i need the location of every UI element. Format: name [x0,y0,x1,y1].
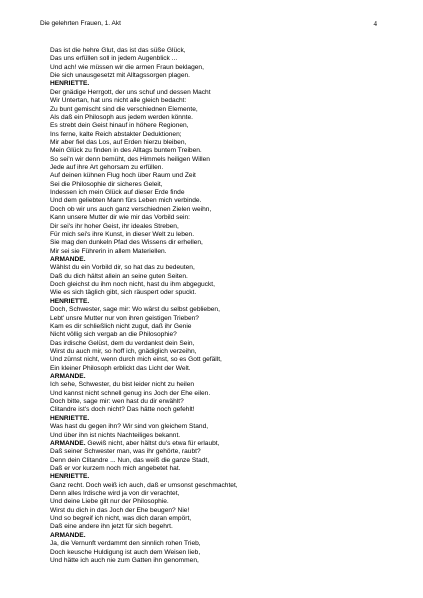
verse-line [50,557,390,565]
verse-text: Indessen ich mein Glück auf dieser Erde finde [50,189,185,197]
verse-text: Und hätte ich auch nie zum Gatten ihn genommen, [50,556,199,564]
verse-line [50,172,390,180]
speaker-name: HENRIETTE. [50,297,90,305]
verse-text: Und dem geliebten Mann fürs Leben mich verbinde. [50,197,202,205]
verse-line [50,457,390,465]
speaker-line [50,256,390,264]
verse-text: Kann unsere Mutter dir wie mir das Vorbild sein: [50,214,190,222]
verse-text: Gewiß nicht, aber hältst du's etwa für erlaubt, [85,439,220,447]
speaker-line [50,298,390,306]
speaker-name: ARMANDE. [50,255,86,263]
verse-text: Und deine Liebe gilt nur der Philosophie. [50,498,169,506]
verse-line [50,507,390,515]
verse-text: Mir sei sie Führerin in allem Materiellen. [50,247,167,255]
speaker-name: ARMANDE. [50,439,86,447]
verse-line [50,139,390,147]
verse-line [50,264,390,272]
verse-text: Wie es sich täglich gibt, sich räuspert oder spuckt. [50,289,197,297]
verse-text: Sie mag den dunkeln Pfad des Wissens dir erhellen, [50,239,203,247]
verse-text: Und ach! wie müssen wir die armen Fraun beklagen, [50,63,204,71]
verse-text: Ganz recht. Doch weiß ich auch, daß er umsonst geschmachtet, [50,481,238,489]
verse-line [50,340,390,348]
verse-line [50,156,390,164]
verse-text: Dir sei's ihr hoher Geist, ihr ideales Streben, [50,222,179,230]
verse-text: Doch bitte, sage mir: wen hast du dir erwählt? [50,398,184,406]
running-header [40,20,377,30]
verse-text: Wirst du dich in das Joch der Ehe beugen? Nie! [50,506,190,514]
verse-text: Wirst du auch mir, so hoff ich, gnädiglich verzeihn, [50,347,197,355]
header-title: Die gelehrten Frauen, 1. Akt [40,20,121,27]
verse-text: Daß eine andere ihn jetzt für sich begehrt. [50,523,173,531]
verse-line [50,64,390,72]
speaker-line [50,415,390,423]
verse-line [50,423,390,431]
verse-line [50,523,390,531]
verse-text: Und über ihn ist nichts Nachteiliges bekannt. [50,431,181,439]
verse-text: Als daß ein Philosoph aus jedem werden könnte. [50,113,193,121]
verse-text: Wählst du ein Vorbild dir, so hat das zu bedeuten, [50,264,195,272]
verse-line [50,114,390,122]
verse-line [50,348,390,356]
verse-text: Doch ob wir uns auch ganz verschiednen Zielen weihn, [50,205,212,213]
verse-line [50,398,390,406]
verse-text: Sei die Philosophie dir sicheres Geleit, [50,180,163,188]
verse-line [50,281,390,289]
verse-line [50,89,390,97]
verse-text: Daß er vor kurzem noch mich angebetet hat. [50,464,181,472]
verse-line [50,248,390,256]
verse-line [50,448,390,456]
verse-text: Jede auf ihre Art gehorsam zu erfüllen. [50,164,164,172]
verse-text: Was hast du gegen ihn? Wir sind von gleichem Stand, [50,423,209,431]
verse-line [50,515,390,523]
verse-line [50,289,390,297]
verse-text: Daß du dich hältst allein an seine guten Seiten. [50,272,188,280]
verse-text: Das irdische Gelüst, dem du verdankst dein Sein, [50,339,195,347]
verse-line [50,189,390,197]
verse-line [50,465,390,473]
verse-text: Zu bunt gemischt sind die verschiednen Elemente, [50,105,198,113]
verse-line [50,490,390,498]
verse-line [50,147,390,155]
page-number: 4 [373,20,377,28]
verse-line [50,106,390,114]
verse-line [50,197,390,205]
play-text [50,47,390,565]
verse-line [50,365,390,373]
verse-text: Doch keusche Huldigung ist auch dem Weisen lieb, [50,548,201,556]
verse-text: Lebt' unsre Mutter nur von ihren geistigen Trieben? [50,314,199,322]
speaker-line [50,373,390,381]
speaker-line [50,440,390,448]
verse-line [50,97,390,105]
verse-line [50,381,390,389]
verse-text: Mein Glück zu finden in des Alltags buntem Treiben. [50,147,202,155]
verse-text: Und kannst nicht schnell genug ins Joch der Ehe eilen. [50,389,211,397]
verse-text: Das uns erfüllen soll in jedem Augenblick ... [50,55,178,63]
verse-text: Wir Untertan, hat uns nicht alle gleich bedacht: [50,97,187,105]
verse-line [50,47,390,55]
verse-text: Ja, die Vernunft verdammt den sinnlich rohen Trieb, [50,540,201,548]
verse-line [50,206,390,214]
speaker-line [50,532,390,540]
verse-line [50,390,390,398]
verse-text: Denn dein Clitandre ... Nun, das weiß die ganze Stadt, [50,456,210,464]
verse-text: Nicht völlig sich vergab an die Philosophie? [50,331,177,339]
verse-line [50,122,390,130]
speaker-line [50,80,390,88]
verse-text: So sei'n wir denn bemüht, des Himmels heiligen Willen [50,155,210,163]
verse-line [50,231,390,239]
verse-text: Ein kleiner Philosoph erblickt das Licht der Welt. [50,364,191,372]
verse-text: Clitandre ist's doch nicht? Das hätte noch gefehlt! [50,406,195,414]
verse-text: Ins ferne, kalte Reich abstakter Deduktionen; [50,130,182,138]
verse-line [50,131,390,139]
verse-text: Und zürnst nicht, wenn durch mich einst, so es Gott gefällt, [50,356,222,364]
verse-text: Auf deinen kühnen Flug hoch über Raum und Zeit [50,172,196,180]
verse-line [50,315,390,323]
speaker-line [50,473,390,481]
verse-text: Die sich unausgesetzt mit Alltagssorgen plagen. [50,72,191,80]
verse-line [50,55,390,63]
verse-text: Und so begreif ich nicht, was dich daran empört, [50,515,192,523]
verse-text: Es strebt dein Geist hinauf in höhere Regionen, [50,122,189,130]
verse-line [50,214,390,222]
verse-line [50,406,390,414]
verse-text: Doch, Schwester, sage mir: Wo wärst du selbst geblieben, [50,306,220,314]
speaker-name: ARMANDE. [50,373,86,381]
verse-line [50,323,390,331]
speaker-name: HENRIETTE. [50,414,90,422]
verse-text: Denn alles Irdische wird ja von dir verachtet, [50,490,180,498]
verse-text: Mir aber fiel das Los, auf Erden hierzu bleiben, [50,138,187,146]
speaker-name: ARMANDE. [50,531,86,539]
verse-text: Ich sehe, Schwester, du bist leider nicht zu heilen [50,381,195,389]
speaker-name: HENRIETTE. [50,473,90,481]
verse-text: Kam es dir schließlich nicht zugut, daß ihr Genie [50,322,192,330]
verse-line [50,549,390,557]
verse-text: Der gnädige Herrgott, der uns schuf und dessen Macht [50,88,211,96]
verse-line [50,540,390,548]
verse-line [50,356,390,364]
verse-line [50,72,390,80]
verse-line [50,273,390,281]
verse-line [50,482,390,490]
speaker-name: HENRIETTE. [50,80,90,88]
verse-line [50,306,390,314]
verse-line [50,331,390,339]
verse-line [50,223,390,231]
verse-line [50,239,390,247]
verse-text: Daß seiner Schwester man, was ihr gehörte, raubt? [50,448,201,456]
verse-line [50,164,390,172]
verse-line [50,432,390,440]
verse-text: Doch gleichst du ihm noch nicht, hast du ihm abgeguckt, [50,281,215,289]
verse-text: Das ist die hehre Glut, das ist das süße Glück, [50,47,186,54]
verse-line [50,498,390,506]
verse-line [50,181,390,189]
verse-text: Für mich sei's ihre Kunst, in dieser Welt zu leben. [50,230,195,238]
